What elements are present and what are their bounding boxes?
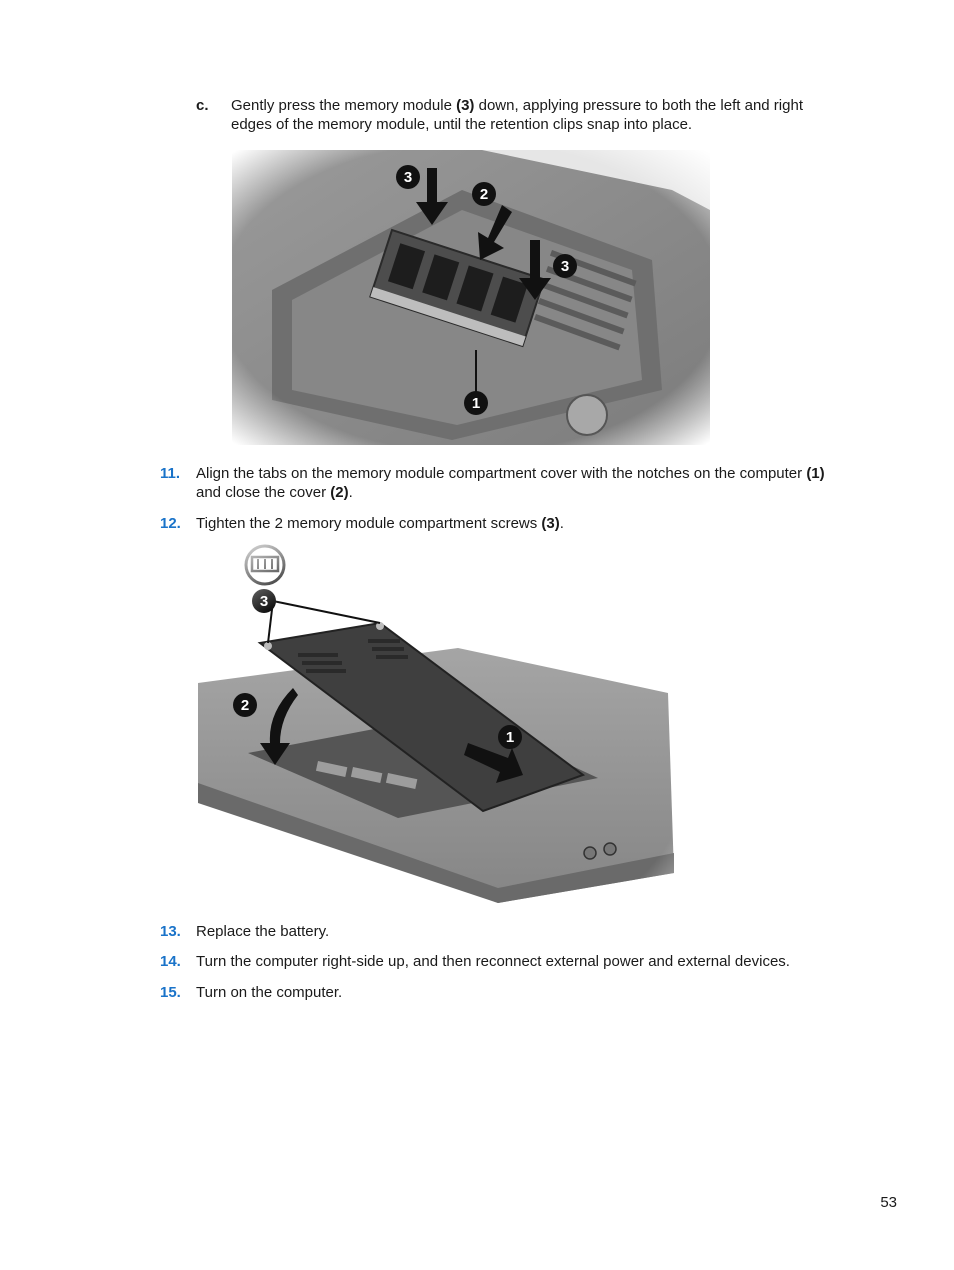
step-c-ref: (3)	[456, 97, 475, 114]
step-11-text-part3: .	[348, 484, 353, 501]
step-12-text-part2: .	[559, 515, 564, 532]
compartment-cover-illustration	[198, 543, 674, 903]
step-12-ref: (3)	[541, 515, 560, 532]
step-15-number: 15.	[160, 984, 181, 1001]
step-13-text: Replace the battery.	[196, 923, 330, 940]
step-11-ref1: (1)	[806, 465, 825, 482]
step-13-number: 13.	[160, 923, 181, 940]
step-12-text	[196, 514, 564, 533]
step-11-ref2: (2)	[330, 484, 349, 501]
step-11-text-part2: and close the cover	[196, 484, 331, 501]
step-c-text	[231, 96, 803, 134]
step-12-number: 12.	[160, 515, 181, 532]
step-11-line2	[196, 483, 825, 502]
step-11-number: 11.	[160, 465, 181, 482]
step-c-label: c.	[196, 97, 209, 114]
step-c-line1	[231, 96, 803, 115]
step-11-text	[196, 464, 825, 502]
memory-module-insert-illustration	[232, 150, 710, 445]
step-11-line1	[196, 464, 825, 483]
step-14-number: 14.	[160, 953, 181, 970]
step-11-text-part: Align the tabs on the memory module compartment cover with the notches on the computer	[196, 465, 807, 482]
step-12-text-part: Tighten the 2 memory module compartment screws	[196, 515, 542, 532]
step-c-text-part2: down, applying pressure to both the left and right	[474, 97, 803, 114]
step-15-text: Turn on the computer.	[196, 984, 343, 1001]
step-c-text-part: Gently press the memory module	[231, 97, 457, 114]
step-14-text: Turn the computer right-side up, and then reconnect external power and external devices.	[196, 953, 790, 970]
page-number: 53	[880, 1194, 897, 1211]
step-c-line2: edges of the memory module, until the retention clips snap into place.	[231, 116, 693, 133]
